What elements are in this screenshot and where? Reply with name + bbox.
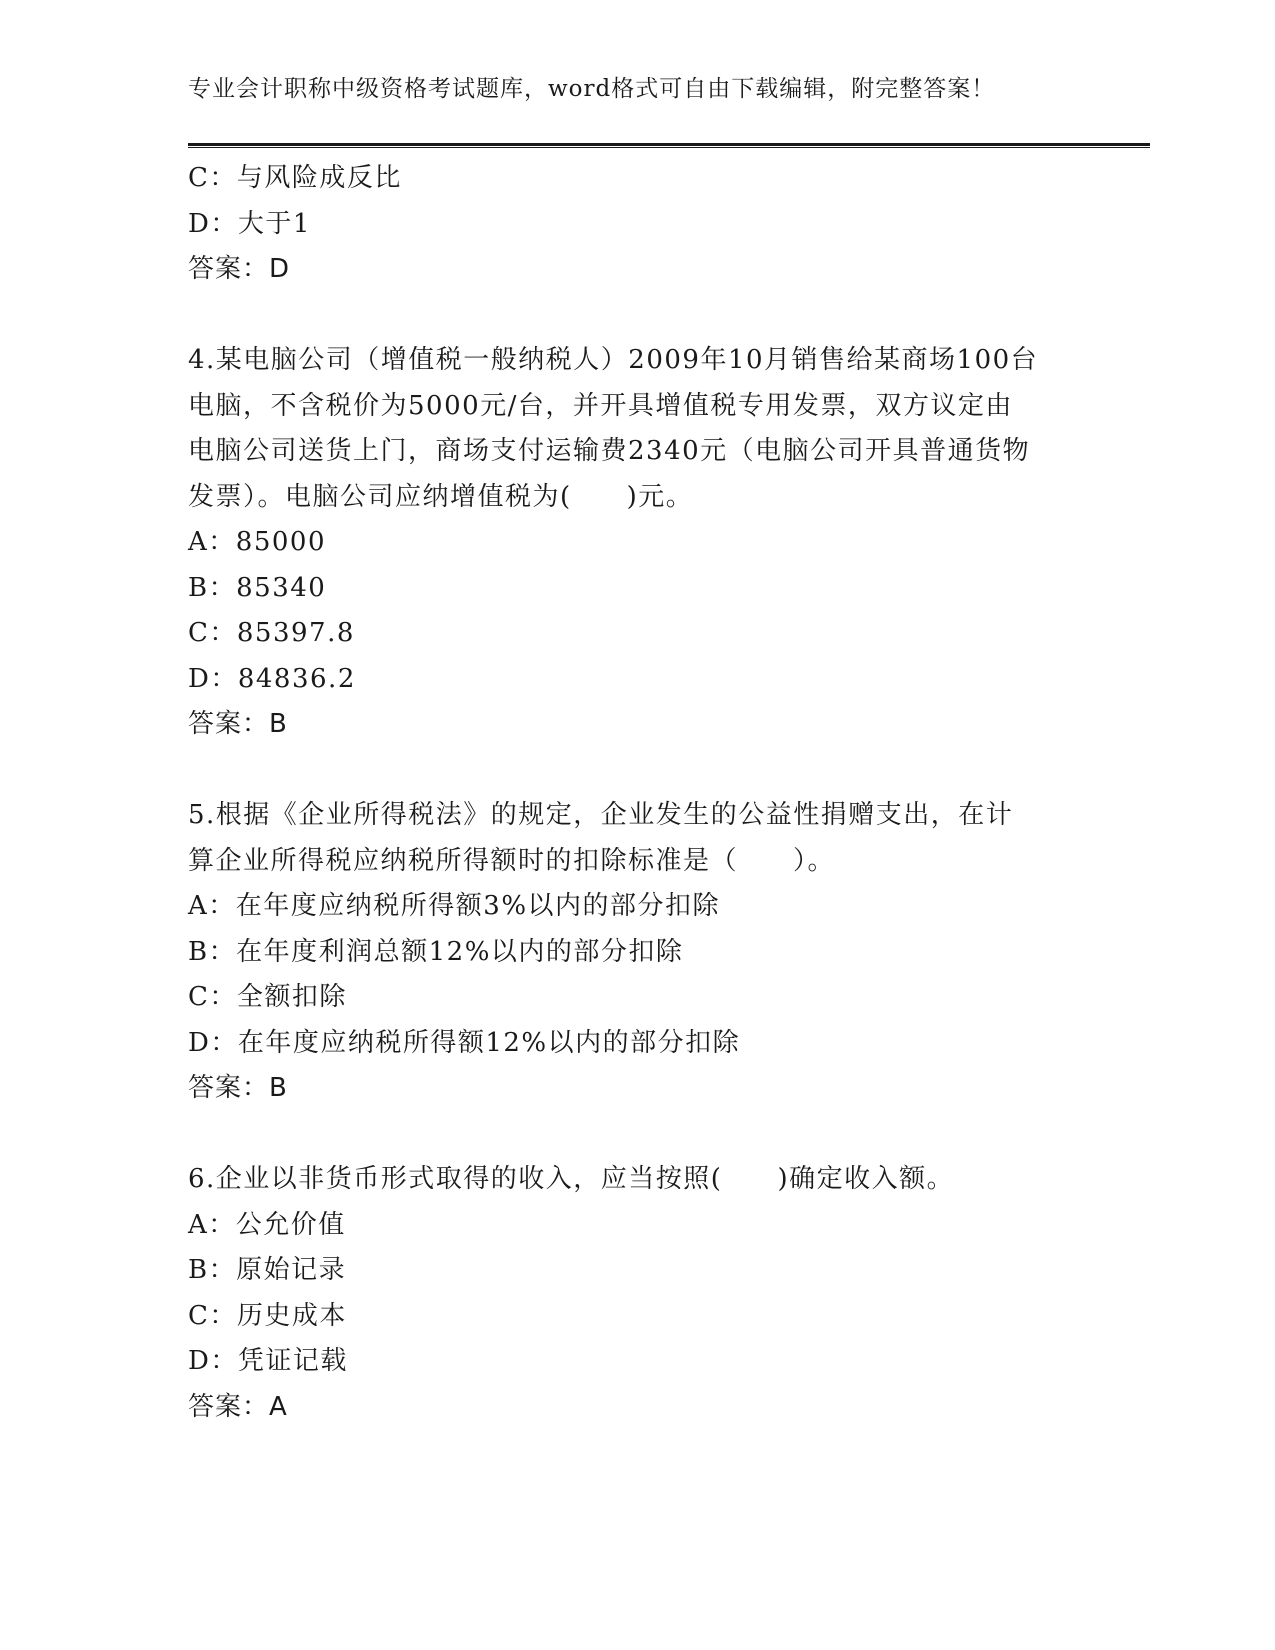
- spacer: [188, 1112, 1088, 1158]
- question-4: [188, 338, 1088, 748]
- question-stem-line: 电脑，不含税价为5000元/台，并开具增值税专用发票，双方议定由: [188, 390, 1013, 421]
- question-stem-line: 算企业所得税应纳税所得额时的扣除标准是（ ）。: [188, 845, 836, 876]
- option-c: C：全额扣除: [188, 982, 347, 1012]
- answer-line: 答案：B: [188, 1073, 288, 1103]
- option-a: A：公允价值: [188, 1209, 346, 1240]
- document-body: [188, 156, 1088, 1430]
- option-a: A：85000: [188, 527, 326, 557]
- answer-line: 答案：A: [188, 1391, 288, 1422]
- option-d: D：84836.2: [188, 663, 356, 694]
- question-stem-line: 发票）。电脑公司应纳增值税为( )元。: [188, 481, 694, 512]
- page-header: 专业会计职称中级资格考试题库，word格式可自由下载编辑，附完整答案！: [188, 76, 996, 102]
- answer-line: 答案：B: [188, 709, 288, 739]
- question-stem-line: 4.某电脑公司（增值税一般纳税人）2009年10月销售给某商场100台: [188, 345, 1039, 375]
- question-stem-line: 6.企业以非货币形式取得的收入，应当按照( )确定收入额。: [188, 1164, 955, 1194]
- answer-line: 答案：D: [188, 254, 291, 284]
- option-a: A：在年度应纳税所得额3%以内的部分扣除: [188, 891, 721, 921]
- option-c: C：历史成本: [188, 1300, 347, 1331]
- header-rule: [188, 143, 1150, 148]
- option-d: D：大于1: [188, 208, 311, 239]
- option-c: C：85397.8: [188, 618, 355, 648]
- option-b: B：原始记录: [188, 1255, 347, 1285]
- option-d: D：在年度应纳税所得额12%以内的部分扣除: [188, 1027, 741, 1058]
- option-b: B：在年度利润总额12%以内的部分扣除: [188, 936, 684, 967]
- question-stem-line: 5.根据《企业所得税法》的规定，企业发生的公益性捐赠支出，在计: [188, 800, 1014, 830]
- spacer: [188, 293, 1088, 339]
- spacer: [188, 748, 1088, 794]
- option-d: D：凭证记载: [188, 1346, 348, 1376]
- question-6: [188, 1157, 1088, 1430]
- question-5: [188, 793, 1088, 1112]
- question-stem-line: 电脑公司送货上门，商场支付运输费2340元（电脑公司开具普通货物: [188, 436, 1031, 466]
- option-b: B：85340: [188, 572, 327, 603]
- option-c: C：与风险成反比: [188, 163, 402, 193]
- prev-question-block: [188, 156, 1088, 293]
